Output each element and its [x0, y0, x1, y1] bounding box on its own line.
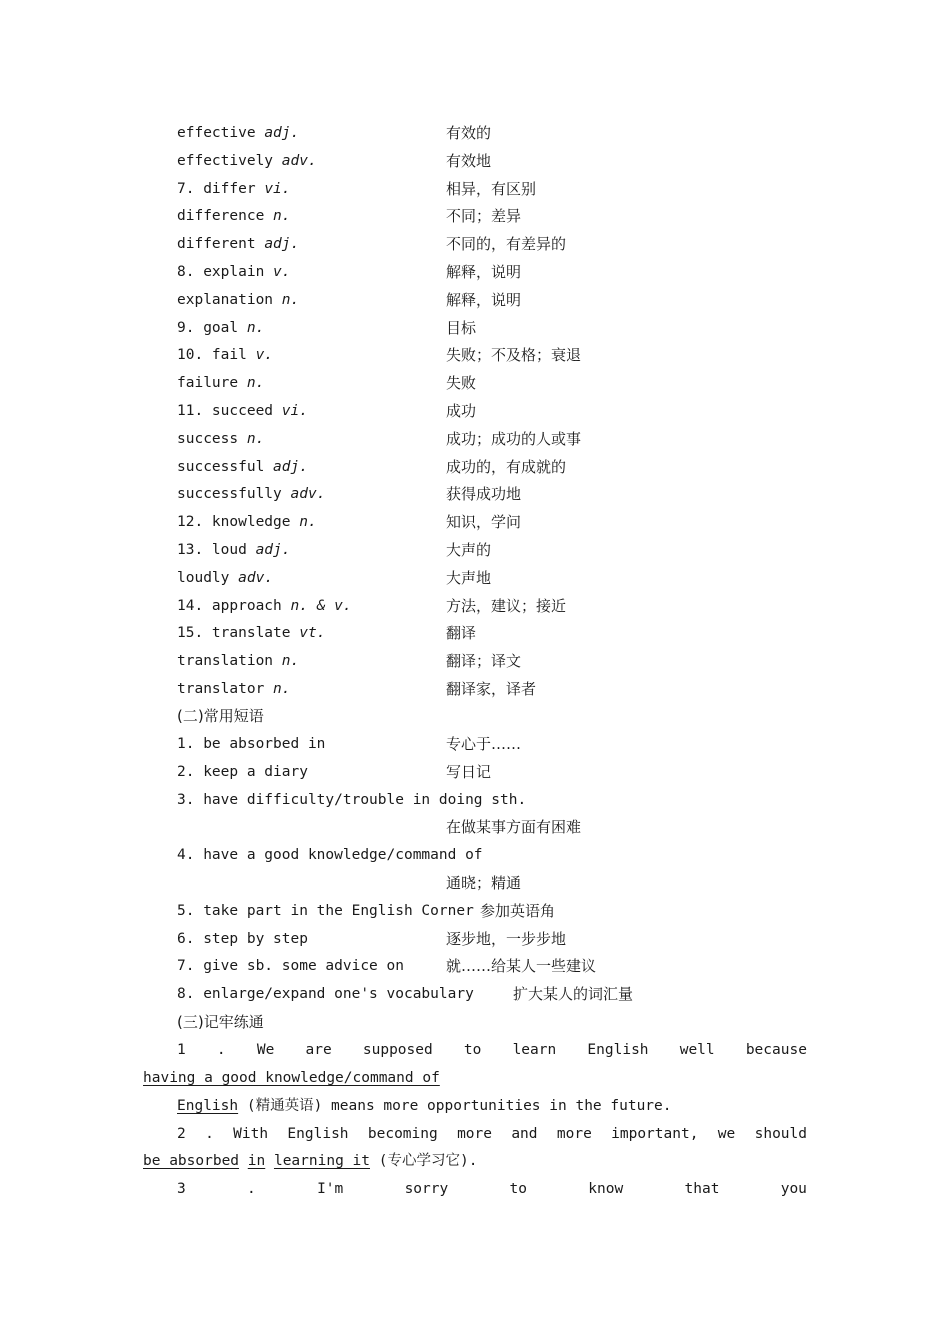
vocab-row: [0, 480, 950, 508]
vocab-row: [0, 202, 950, 230]
vocab-meaning: 成功；成功的人或事: [446, 429, 582, 448]
vocab-term: [177, 314, 264, 342]
word: we: [717, 1126, 736, 1142]
vocab-term: [177, 536, 291, 564]
vocab-meaning: 不同；差异: [446, 207, 522, 226]
word: well: [679, 1042, 715, 1058]
vocab-meaning: 翻译；译文: [446, 652, 522, 671]
vocab-row: [0, 619, 950, 647]
vocab-term: [177, 286, 299, 314]
vocab-row: [0, 147, 950, 175]
word: important,: [611, 1126, 699, 1142]
justified-line: [177, 1175, 807, 1203]
word: supposed: [362, 1042, 433, 1058]
phrase-item: [0, 758, 950, 786]
phrase-english: 6. step by step: [177, 931, 308, 947]
vocab-row: [0, 369, 950, 397]
phrase-english: 7. give sb. some advice on: [177, 958, 404, 974]
vocab-row: [0, 119, 950, 147]
part-of-speech: adv.: [238, 569, 274, 586]
part-of-speech: adj.: [264, 125, 300, 141]
answer-blank: be absorbed: [143, 1153, 240, 1169]
vocab-word: 9. goal: [177, 319, 239, 336]
vocab-word: translator: [177, 681, 265, 697]
vocab-term: [177, 425, 264, 453]
exercise-2-line-1: [0, 1120, 950, 1148]
vocab-word: effectively: [177, 152, 274, 169]
vocab-row: [0, 536, 950, 564]
vocab-meaning: 解释，说明: [446, 290, 522, 309]
vocab-meaning: 知识，学问: [446, 513, 522, 532]
vocab-meaning: 失败；不及格；衰退: [446, 346, 582, 365]
vocab-meaning: 有效地: [446, 151, 492, 170]
vocab-row: [0, 314, 950, 342]
vocab-word: effective: [177, 125, 256, 141]
part-of-speech: n. & v.: [290, 597, 352, 614]
word: should: [754, 1126, 807, 1142]
phrase-item: [0, 841, 950, 869]
part-of-speech: v.: [273, 264, 291, 280]
phrase-chinese: 参加英语角: [480, 902, 556, 920]
word: English: [287, 1126, 349, 1142]
vocab-term: [177, 619, 325, 647]
vocab-word: 10. fail: [177, 347, 247, 364]
exercise-text: (精通英语) means more opportunities in the future.: [238, 1098, 672, 1114]
vocab-term: [177, 119, 299, 147]
word: know: [588, 1181, 624, 1197]
vocab-row: [0, 425, 950, 453]
phrase-item: [0, 730, 950, 758]
word: to: [509, 1181, 527, 1197]
phrase-english: 2. keep a diary: [177, 764, 308, 780]
word: more: [556, 1126, 592, 1142]
phrase-english: 1. be absorbed in: [177, 736, 326, 752]
vocab-word: 7. differ: [177, 180, 256, 197]
word: .: [216, 1042, 226, 1058]
vocab-meaning: 目标: [446, 318, 477, 337]
part-of-speech: v.: [255, 347, 274, 364]
vocab-term: [177, 341, 273, 369]
answer-blank: in: [247, 1153, 266, 1169]
exercise-1-line-1: [0, 1036, 950, 1064]
vocab-term: [177, 230, 299, 258]
vocab-word: successfully: [177, 486, 282, 503]
word: becoming: [367, 1126, 438, 1142]
word: .: [205, 1126, 214, 1142]
part-of-speech: vi.: [281, 403, 308, 419]
vocab-meaning: 有效的: [446, 124, 492, 142]
vocab-row: [0, 453, 950, 481]
word: English: [587, 1042, 649, 1058]
vocab-word: translation: [177, 653, 274, 670]
vocab-term: [177, 202, 291, 230]
word: are: [305, 1042, 332, 1058]
vocab-word: 8. explain: [177, 264, 265, 280]
word: to: [463, 1042, 482, 1058]
vocab-term: [177, 480, 325, 508]
phrase-english: 4. have a good knowledge/command of: [177, 847, 483, 863]
phrase-chinese: 就……给某人一些建议: [446, 957, 597, 975]
word: more: [457, 1126, 492, 1142]
vocab-word: success: [177, 430, 239, 447]
section-heading-practice: [0, 1008, 950, 1036]
phrase-chinese: 专心于……: [446, 735, 522, 753]
answer-blank: having a good knowledge/command of: [143, 1070, 440, 1086]
vocab-term: [177, 397, 308, 425]
vocab-word: different: [177, 236, 256, 253]
phrase-chinese: 写日记: [446, 763, 492, 781]
justified-line: [177, 1036, 807, 1064]
part-of-speech: vt.: [299, 625, 326, 642]
phrase-english: 5. take part in the English Corner: [177, 903, 474, 919]
vocab-meaning: 成功: [446, 402, 477, 420]
exercise-3-line-1: [0, 1175, 950, 1203]
phrase-chinese: 在做某事方面有困难: [446, 818, 582, 836]
phrase-item-continuation: [0, 813, 950, 841]
part-of-speech: n.: [281, 653, 300, 670]
part-of-speech: adv.: [290, 486, 326, 503]
phrase-item: [0, 786, 950, 814]
vocab-row: [0, 286, 950, 314]
answer-blank: English: [177, 1098, 239, 1114]
vocab-term: [177, 564, 273, 592]
vocab-meaning: 不同的，有差异的: [446, 235, 567, 254]
phrase-chinese: 逐步地，一步步地: [446, 930, 567, 948]
vocab-word: failure: [177, 375, 239, 392]
phrase-chinese: 通晓；精通: [446, 874, 522, 892]
part-of-speech: adj.: [273, 458, 308, 475]
exercise-2-line-2: [0, 1147, 950, 1175]
phrase-item: [0, 952, 950, 980]
vocab-meaning: 获得成功地: [446, 485, 522, 504]
part-of-speech: adj.: [255, 542, 291, 558]
vocab-meaning: 成功的，有成就的: [446, 457, 567, 476]
word: We: [256, 1042, 275, 1058]
vocab-row: [0, 675, 950, 703]
part-of-speech: adj.: [264, 236, 300, 253]
vocab-word: 15. translate: [177, 625, 291, 642]
vocab-meaning: 方法，建议；接近: [446, 596, 567, 615]
vocab-row: [0, 647, 950, 675]
part-of-speech: n.: [281, 291, 300, 308]
part-of-speech: vi.: [264, 180, 291, 197]
vocab-meaning: 解释，说明: [446, 263, 522, 281]
vocab-word: explanation: [177, 291, 274, 308]
vocab-word: 12. knowledge: [177, 514, 291, 531]
word: 1: [177, 1042, 186, 1058]
vocab-term: [177, 647, 299, 675]
vocab-row: [0, 592, 950, 620]
word: 2: [177, 1126, 186, 1142]
vocab-term: [177, 369, 264, 397]
word: because: [745, 1042, 807, 1058]
word: sorry: [404, 1181, 449, 1197]
vocab-term: [177, 147, 317, 175]
vocab-term: [177, 453, 308, 481]
part-of-speech: n.: [299, 514, 317, 531]
vocab-word: loudly: [177, 569, 230, 586]
answer-blank: learning it: [273, 1153, 370, 1169]
part-of-speech: n.: [246, 430, 265, 447]
vocab-term: [177, 675, 291, 703]
vocab-row: [0, 341, 950, 369]
part-of-speech: adv.: [281, 152, 317, 169]
exercise-1-line-3: [0, 1092, 950, 1120]
vocab-word: successful: [177, 458, 265, 475]
vocab-meaning: 失败: [446, 374, 477, 393]
word: and: [511, 1126, 538, 1142]
word: .: [247, 1181, 256, 1197]
word: that: [684, 1181, 720, 1197]
vocab-row: [0, 175, 950, 203]
vocab-term: [177, 175, 291, 203]
vocab-row: [0, 564, 950, 592]
exercise-text: (专心学习它).: [370, 1153, 478, 1169]
vocab-row: [0, 508, 950, 536]
phrase-item: [0, 897, 950, 925]
part-of-speech: n.: [273, 208, 291, 225]
vocab-row: [0, 258, 950, 286]
part-of-speech: n.: [246, 375, 265, 392]
phrase-item: [0, 980, 950, 1008]
phrase-english: 3. have difficulty/trouble in doing sth.: [177, 792, 527, 808]
vocab-meaning: 相异，有区别: [446, 179, 537, 198]
phrase-item: [0, 925, 950, 953]
vocab-row: [0, 230, 950, 258]
part-of-speech: n.: [273, 681, 291, 697]
exercise-1-line-2: [0, 1064, 950, 1092]
vocab-meaning: 翻译家，译者: [446, 680, 537, 698]
vocab-row: [0, 397, 950, 425]
section-title: (二)常用短语: [177, 707, 264, 725]
part-of-speech: n.: [246, 319, 265, 336]
vocab-term: [177, 508, 317, 536]
vocab-term: [177, 258, 291, 286]
word: 3: [177, 1181, 186, 1197]
vocab-term: [177, 592, 352, 620]
section-heading-phrases: [0, 702, 950, 730]
word: With: [233, 1126, 269, 1142]
vocab-word: 14. approach: [177, 597, 282, 614]
vocab-meaning: 大声地: [446, 568, 492, 587]
vocab-word: 11. succeed: [177, 403, 274, 419]
section-title: (三)记牢练通: [177, 1013, 264, 1031]
phrase-item-continuation: [0, 869, 950, 897]
vocab-word: difference: [177, 208, 265, 225]
word: you: [780, 1181, 807, 1197]
justified-line: [177, 1120, 807, 1148]
vocab-meaning: 大声的: [446, 541, 492, 559]
phrase-chinese: 扩大某人的词汇量: [513, 985, 634, 1003]
word: learn: [512, 1042, 557, 1058]
word: I'm: [317, 1181, 344, 1197]
vocab-meaning: 翻译: [446, 624, 477, 643]
phrase-english: 8. enlarge/expand one's vocabulary: [177, 986, 474, 1002]
vocab-word: 13. loud: [177, 542, 247, 558]
